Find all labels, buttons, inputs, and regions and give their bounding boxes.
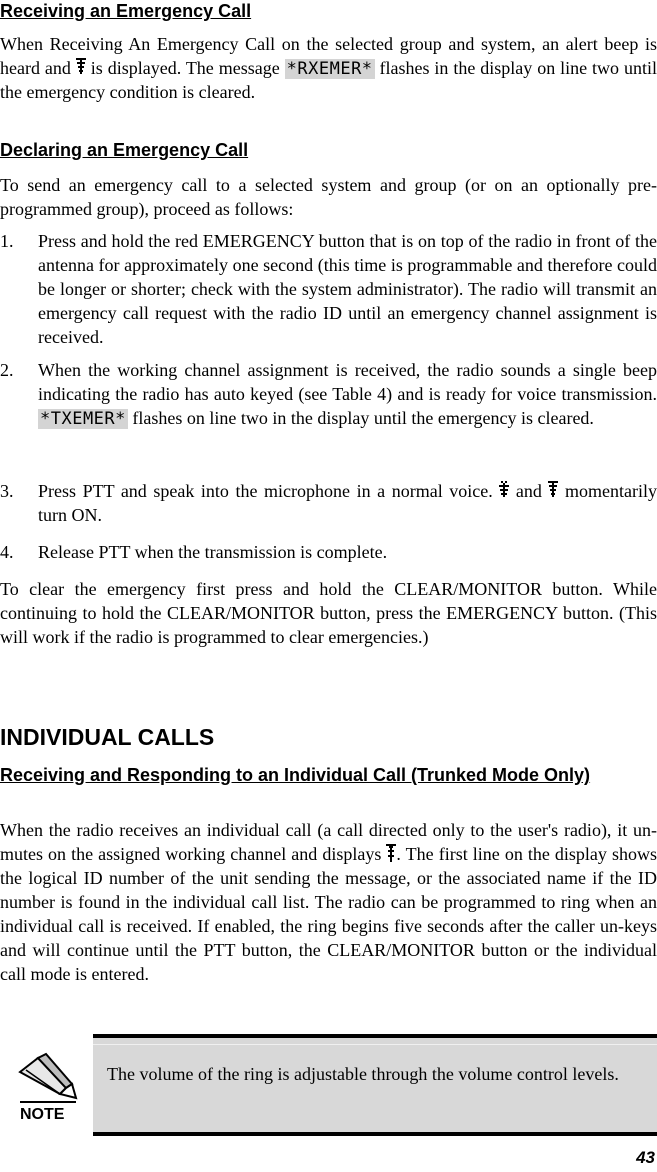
list-number: 2. [0,360,14,380]
note-label: NOTE [20,1106,65,1123]
text-segment: Press PTT and speak into the microphone in a normal voice. [38,481,500,501]
transmit-indicator-icon [499,481,509,499]
list-text: Press and hold the red EMERGENCY button that is on top of the radio in front of the antenna for approximately one second (this time is programmable and therefore could be longer or shorter; check with the system administrator). The radio will transmit an emergency call request with the radio ID until an emergency channel assignment is received. [38,231,657,347]
text-segment: . The first line on the display shows the logical ID number of the unit sending the message, or the associated name if the ID number is found in the individual call list. The radio can be programmed to ring when an individual call is received. If enabled, the ring begins five seconds after the caller un-keys and will continue until the PTT button, the CLEAR/MONITOR button or the individual call mode is entered. [0,844,657,984]
note-divider [93,1044,657,1045]
note-callout [0,1034,657,1140]
heading-declaring-emergency: Declaring an Emergency Call [0,140,249,160]
lcd-message-txemer: *TXEMER* [40,409,126,429]
heading-receiving-emergency: Receiving an Emergency Call [0,1,252,21]
text-segment: When Receiving An Emergency Call on the selected group and system, an alert beep is heard and [0,34,657,78]
list-text: Release PTT when the transmission is complete. [38,542,388,562]
text-segment: is displayed. The message [85,58,285,78]
individual-call-paragraph [0,818,657,986]
text-segment: When the working channel assignment is received, the radio sounds a single beep indicating the radio has auto keyed (see Table 4) and is ready for voice transmission. [38,360,657,404]
note-pencil-icon [16,1048,80,1108]
individual-call-icon [386,844,396,862]
clear-emergency-paragraph: To clear the emergency first press and hold the CLEAR/MONITOR button. While continuing to hold the CLEAR/MONITOR button, press the EMERGENCY button. (This will work if the radio is programmed to clear emergencies.) [0,579,657,647]
list-number: 3. [0,481,14,501]
declaring-intro: To send an emergency call to a selected system and group (or on an optionally pre-programmed group), proceed as follows: [0,175,657,219]
list-text [38,479,657,527]
list-text [38,358,657,430]
text-segment: flashes on line two in the display until the emergency is cleared. [127,408,594,428]
emergency-indicator-icon [548,481,558,499]
receiving-emergency-paragraph [0,32,657,104]
heading-individual-calls: INDIVIDUAL CALLS [0,724,215,750]
page-number: 43 [636,1148,655,1167]
note-text: The volume of the ring is adjustable through the volume control levels. [107,1064,619,1084]
list-item [0,479,657,531]
list-item [0,358,657,458]
text-segment: momentarily turn ON. [38,481,657,525]
list-number: 4. [0,542,14,562]
list-number: 1. [0,231,14,251]
subheading-receiving-individual-call: Receiving and Responding to an Individual Call (Trunked Mode Only) [0,765,591,785]
text-segment: and [509,481,549,501]
text-segment: flashes in the display on line two until the emergency condition is cleared. [0,58,657,102]
list-item [0,229,657,349]
note-box [93,1034,657,1136]
lcd-message-rxemer: *RXEMER* [286,59,373,79]
text-segment: When the radio receives an individual call (a call directed only to the user's radio), it un-mutes on the assigned working channel and displays [0,820,657,864]
list-item [0,540,657,564]
emergency-indicator-icon [76,58,86,76]
